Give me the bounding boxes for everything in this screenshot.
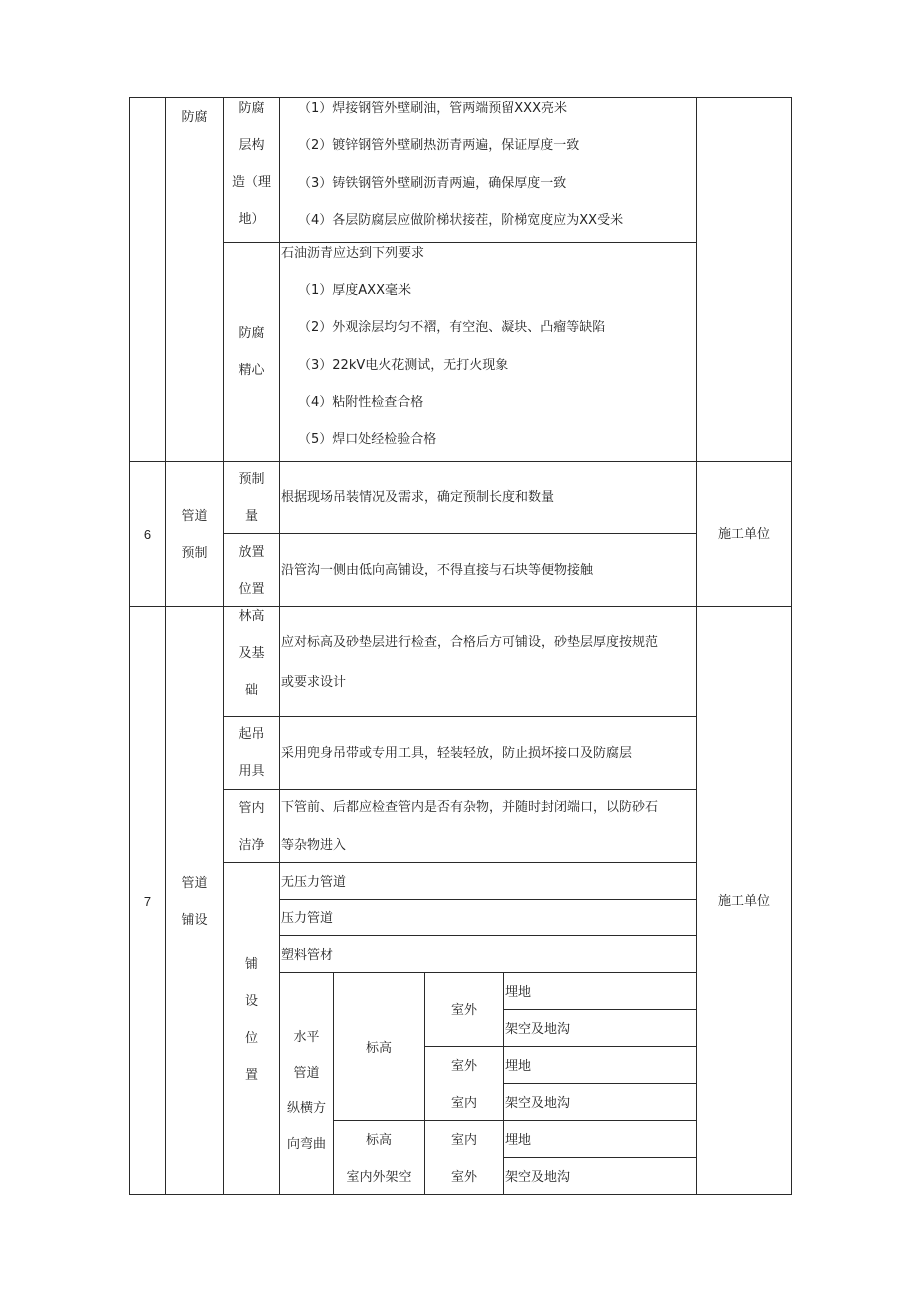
sub-label-line: 位置	[238, 582, 265, 597]
responsible-party: 施工单位	[717, 894, 770, 909]
requirement-content: 采用兜身吊带或专用工具，轻装轻放，防止损坏接口及防腐层	[281, 746, 633, 761]
requirement-intro: 石油沥青应达到下列要求	[281, 246, 425, 261]
row-number: 6	[143, 527, 152, 542]
sub-label-line: 地）	[238, 212, 265, 227]
elevation-label: 标高	[365, 1133, 392, 1148]
requirement-content: 或要求设计	[281, 675, 347, 690]
sub-label-line: 放置	[238, 545, 265, 560]
category-line: 铺设	[181, 913, 208, 928]
requirement-item: （2）镀锌钢管外壁刷热沥青两遍，保证厚度一致	[298, 138, 580, 153]
row-divider	[333, 1120, 697, 1121]
sub-label-line: 林高	[238, 609, 265, 624]
category-line: 管道	[181, 509, 208, 524]
row-divider	[223, 862, 697, 863]
row-number: 7	[143, 894, 152, 909]
installation-detail: 埋地	[505, 1133, 532, 1148]
row-divider	[279, 935, 697, 936]
requirement-content: 下管前、后都应检查管内是否有杂物，并随时封闭端口，以防砂石	[281, 800, 659, 815]
requirement-item: （1）焊接钢管外壁刷油，管两端预留XXX亮米	[298, 101, 567, 116]
row-divider	[223, 242, 697, 243]
nested-label-line: 水平	[293, 1030, 320, 1045]
sub-label-line: 管内	[238, 801, 265, 816]
requirement-item: （4）各层防腐层应做阶梯状接茬，阶梯宽度应为XX受米	[298, 213, 624, 228]
row-divider	[129, 606, 792, 607]
category-anticorrosion: 防腐	[181, 110, 208, 125]
sub-label-line: 精心	[238, 363, 265, 378]
nested-label-line: 纵横方	[286, 1101, 326, 1116]
row-divider	[503, 1083, 697, 1084]
row-divider	[129, 461, 792, 462]
row-divider	[279, 899, 697, 900]
sub-label-line: 础	[244, 683, 258, 698]
requirement-content: 根据现场吊装情况及需求，确定预制长度和数量	[281, 490, 555, 505]
sub-label-line: 洁净	[238, 838, 265, 853]
sub-label-line: 层构	[238, 138, 265, 153]
laying-item: 压力管道	[281, 911, 334, 926]
category-line: 管道	[181, 876, 208, 891]
requirement-content: 应对标高及砂垫层进行检查，合格后方可铺设，砂垫层厚度按规范	[281, 635, 659, 650]
sub-label-line: 及基	[238, 646, 265, 661]
installation-detail: 架空及地沟	[505, 1022, 571, 1037]
row-divider	[223, 716, 697, 717]
sub-label-line: 预制	[238, 472, 265, 487]
requirement-item: （1）厚度AXX毫米	[298, 283, 411, 298]
row-divider	[424, 1046, 697, 1047]
location-label: 室外	[450, 1170, 477, 1185]
sub-label-line: 造（理	[231, 175, 271, 190]
nested-label-line: 管道	[293, 1066, 320, 1081]
col-divider	[165, 97, 166, 1195]
requirement-item: （3）22kV电火花测试，无打火现象	[298, 358, 509, 373]
row-divider	[503, 1157, 697, 1158]
col-divider	[333, 972, 334, 1195]
requirement-content: 沿管沟一侧由低向高铺设，不得直接与石块等便物接触	[281, 563, 594, 578]
sub-label-line: 铺	[244, 957, 258, 972]
requirement-item: （5）焊口处经检验合格	[298, 432, 437, 447]
sub-label-line: 防腐	[238, 101, 265, 116]
location-label: 室外	[450, 1059, 477, 1074]
laying-item: 无压力管道	[281, 875, 347, 890]
sub-label-line: 防腐	[238, 326, 265, 341]
table-border-right	[791, 97, 792, 1195]
col-divider	[503, 972, 504, 1195]
location-label: 室外	[450, 1003, 477, 1018]
row-divider	[503, 1009, 697, 1010]
elevation-label: 标高	[365, 1041, 392, 1056]
sub-label-line: 位	[244, 1031, 258, 1046]
table-border-left	[129, 97, 130, 1195]
row-divider	[279, 972, 697, 973]
row-divider	[223, 533, 697, 534]
requirement-content: 等杂物进入	[281, 838, 347, 853]
location-label: 室内	[450, 1133, 477, 1148]
nested-label-line: 向弯曲	[286, 1137, 326, 1152]
table-border-bottom	[129, 1194, 792, 1195]
location-label: 室内	[450, 1096, 477, 1111]
installation-detail: 埋地	[505, 1059, 532, 1074]
installation-detail: 架空及地沟	[505, 1096, 571, 1111]
sub-label-line: 用具	[238, 764, 265, 779]
sub-label-line: 起吊	[238, 727, 265, 742]
elevation-label: 室内外架空	[346, 1170, 412, 1185]
col-divider	[696, 97, 697, 1195]
requirement-item: （4）粘附性检查合格	[298, 395, 424, 410]
installation-detail: 埋地	[505, 985, 532, 1000]
requirement-item: （3）铸铁钢管外壁刷沥青两遍，确保厚度一致	[298, 176, 567, 191]
responsible-party: 施工单位	[717, 527, 770, 542]
row-divider	[223, 789, 697, 790]
requirement-item: （2）外观涂层均匀不褶，有空泡、凝块、凸瘤等缺陷	[298, 320, 606, 335]
sub-label-line: 置	[244, 1068, 258, 1083]
installation-detail: 架空及地沟	[505, 1170, 571, 1185]
table-border-top	[129, 97, 792, 98]
sub-label-line: 设	[244, 994, 258, 1009]
category-line: 预制	[181, 546, 208, 561]
laying-item: 塑料管材	[281, 948, 334, 963]
sub-label-line: 量	[244, 509, 258, 524]
